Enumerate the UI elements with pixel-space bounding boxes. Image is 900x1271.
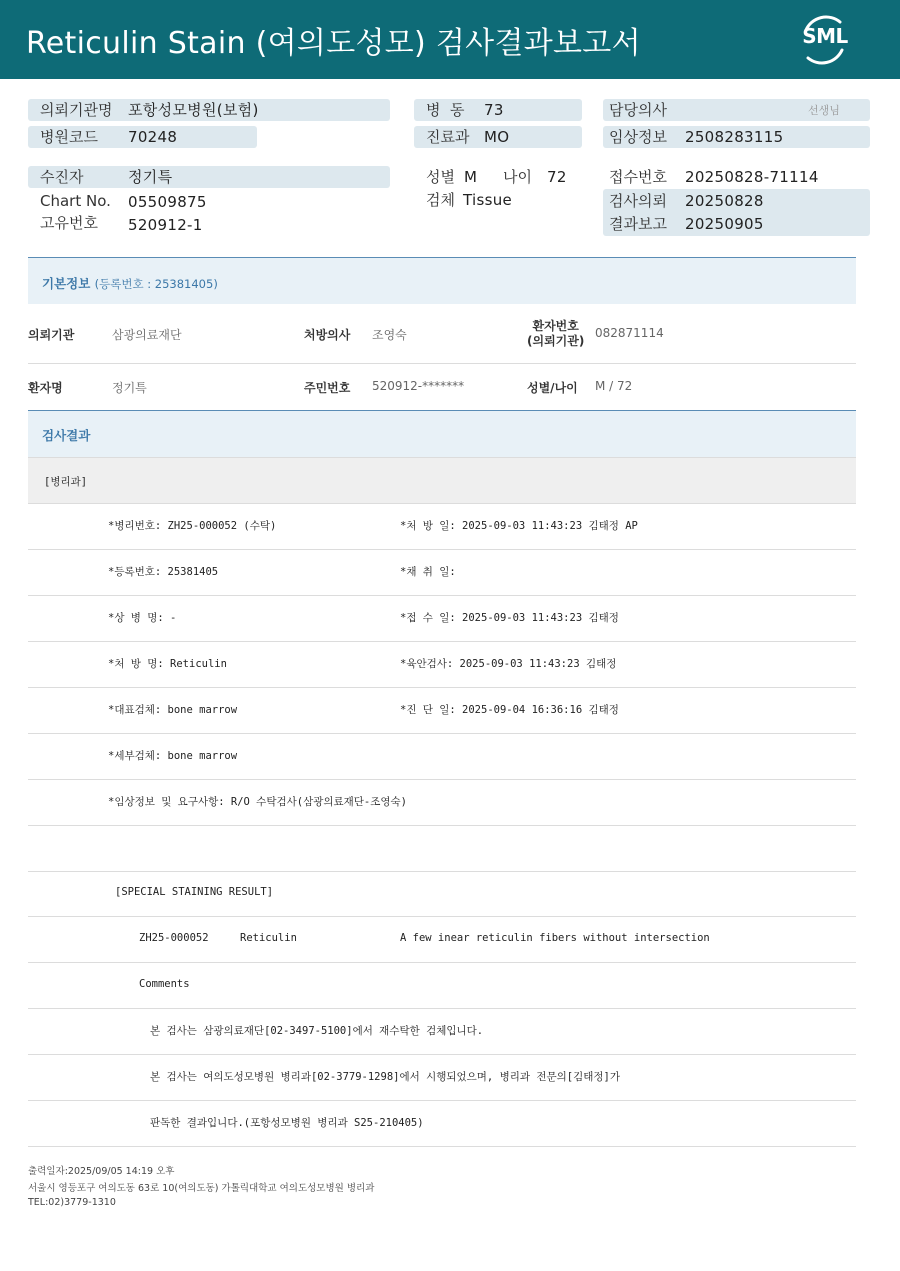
- specimen-label: 검체: [426, 191, 455, 209]
- registration-note: (등록번호 : 25381405): [94, 277, 218, 291]
- receipt-label: 접수번호: [609, 168, 667, 186]
- sex-age-value: M / 72: [595, 379, 633, 393]
- divider: [28, 825, 856, 826]
- age-value: 72: [547, 168, 567, 186]
- divider: [28, 641, 856, 642]
- result-row-left: *세부검체: bone marrow: [108, 750, 238, 762]
- patient-name-label: 환자명: [28, 381, 63, 395]
- result-row-right: *진 단 일: 2025-09-04 16:36:16 김태정: [400, 704, 619, 716]
- result-row-right: *접 수 일: 2025-09-03 11:43:23 김태정: [400, 612, 619, 624]
- specimen-value: Tissue: [463, 191, 513, 209]
- basic-info-title: [42, 274, 218, 292]
- dept-label: [병리과]: [44, 476, 88, 488]
- doctor-label: 담당의사: [609, 101, 667, 119]
- result-row-right: *육안검사: 2025-09-03 11:43:23 김태정: [400, 658, 617, 670]
- request-value: 20250828: [685, 192, 764, 210]
- result-title: 검사결과: [42, 428, 91, 443]
- result-row-left: *등록번호: 25381405: [108, 566, 219, 578]
- doctor-suffix: 선생님: [808, 104, 840, 117]
- patient-no-label-line2: (의뢰기관): [527, 334, 585, 348]
- ward-label: 병 동: [426, 101, 465, 119]
- divider: [28, 503, 856, 504]
- report-title: Reticulin Stain (여의도성모) 검사결과보고서: [26, 26, 641, 61]
- special-finding: A few inear reticulin fibers without intersection: [400, 932, 710, 944]
- patient-no-label-line1: 환자번호: [532, 319, 579, 333]
- print-date: 출력일자:2025/09/05 14:19 오후: [28, 1166, 175, 1177]
- result-row-left: *상 병 명: -: [108, 612, 177, 624]
- report-header: [0, 0, 900, 79]
- ward-value: 73: [484, 101, 504, 119]
- report-value: 20250905: [685, 215, 764, 233]
- divider: [28, 916, 856, 917]
- divider: [28, 962, 856, 963]
- sex-value: M: [464, 168, 478, 186]
- patient-label: 수진자: [40, 168, 84, 186]
- divider: [28, 1054, 856, 1055]
- divider: [28, 733, 856, 734]
- divider: [28, 1100, 856, 1101]
- rx-doctor-label: 처방의사: [304, 328, 351, 342]
- rrn-label: 주민번호: [304, 381, 351, 395]
- result-row-left: *임상정보 및 요구사항: R/O 수탁검사(삼광의료재단-조영숙): [108, 796, 408, 808]
- inst-label: 의뢰기관: [28, 328, 75, 342]
- basic-info-header: [28, 257, 856, 304]
- divider: [28, 595, 856, 596]
- divider: [28, 549, 856, 550]
- patient-no-label: [527, 319, 584, 349]
- divider: [28, 779, 856, 780]
- divider: [28, 871, 856, 872]
- result-row-right: *처 방 일: 2025-09-03 11:43:23 김태정 AP: [400, 520, 638, 532]
- institution-value: 포항성모병원(보험): [128, 101, 259, 119]
- rrn-value: 520912-*******: [372, 379, 465, 393]
- dept-row: [28, 458, 856, 504]
- result-row-left: *대표검체: bone marrow: [108, 704, 238, 716]
- comment-3: 판독한 결과입니다.(포항성모병원 병리과 S25-210405): [150, 1117, 424, 1129]
- report-label: 결과보고: [609, 215, 667, 233]
- basic-info-label: 기본정보: [42, 276, 91, 291]
- patient-no-value: 082871114: [595, 326, 664, 340]
- hospital-code-value: 70248: [128, 128, 178, 146]
- divider: [28, 1008, 856, 1009]
- unique-value: 520912-1: [128, 216, 203, 234]
- logo-text: SML: [802, 24, 848, 48]
- dept-value: MO: [484, 128, 510, 146]
- clinical-label: 임상정보: [609, 128, 667, 146]
- age-label: 나이: [503, 168, 532, 186]
- comments-label: Comments: [139, 978, 190, 990]
- special-no: ZH25-000052: [139, 932, 209, 944]
- result-header: [28, 411, 856, 457]
- sex-age-label: 성별/나이: [527, 381, 578, 395]
- comment-2: 본 검사는 여의도성모병원 병리과[02-3779-1298]에서 시행되었으며, 병리과 전문의[김태정]가: [150, 1071, 620, 1083]
- telephone: TEL:02)3779-1310: [28, 1197, 116, 1208]
- receipt-value: 20250828-71114: [685, 168, 819, 186]
- special-title: [SPECIAL STAINING RESULT]: [115, 886, 274, 898]
- request-label: 검사의뢰: [609, 192, 667, 210]
- divider: [28, 1146, 856, 1147]
- hospital-code-label: 병원코드: [40, 128, 98, 146]
- inst-value: 삼광의료재단: [112, 328, 182, 342]
- address: 서울시 영등포구 여의도동 63로 10(여의도동) 가톨릭대학교 여의도성모병원 병리과: [28, 1183, 375, 1194]
- chart-value: 05509875: [128, 193, 207, 211]
- institution-label: 의뢰기관명: [40, 101, 113, 119]
- special-stain: Reticulin: [240, 932, 297, 944]
- divider: [28, 363, 856, 364]
- patient-name-value: 정기특: [112, 381, 147, 395]
- result-row-left: *처 방 명: Reticulin: [108, 658, 227, 670]
- unique-label: 고유번호: [40, 214, 98, 232]
- dept-label: 진료과: [426, 128, 470, 146]
- chart-label: Chart No.: [40, 192, 111, 210]
- divider: [28, 687, 856, 688]
- result-row-left: *병리번호: ZH25-000052 (수탁): [108, 520, 277, 532]
- sex-label: 성별: [426, 168, 455, 186]
- patient-value: 정기특: [128, 168, 173, 186]
- comment-1: 본 검사는 삼광의료재단[02-3497-5100]에서 재수탁한 검체입니다.: [150, 1025, 484, 1037]
- rx-doctor-value: 조영숙: [372, 328, 407, 342]
- result-row-right: *채 취 일:: [400, 566, 456, 578]
- clinical-value: 2508283115: [685, 128, 784, 146]
